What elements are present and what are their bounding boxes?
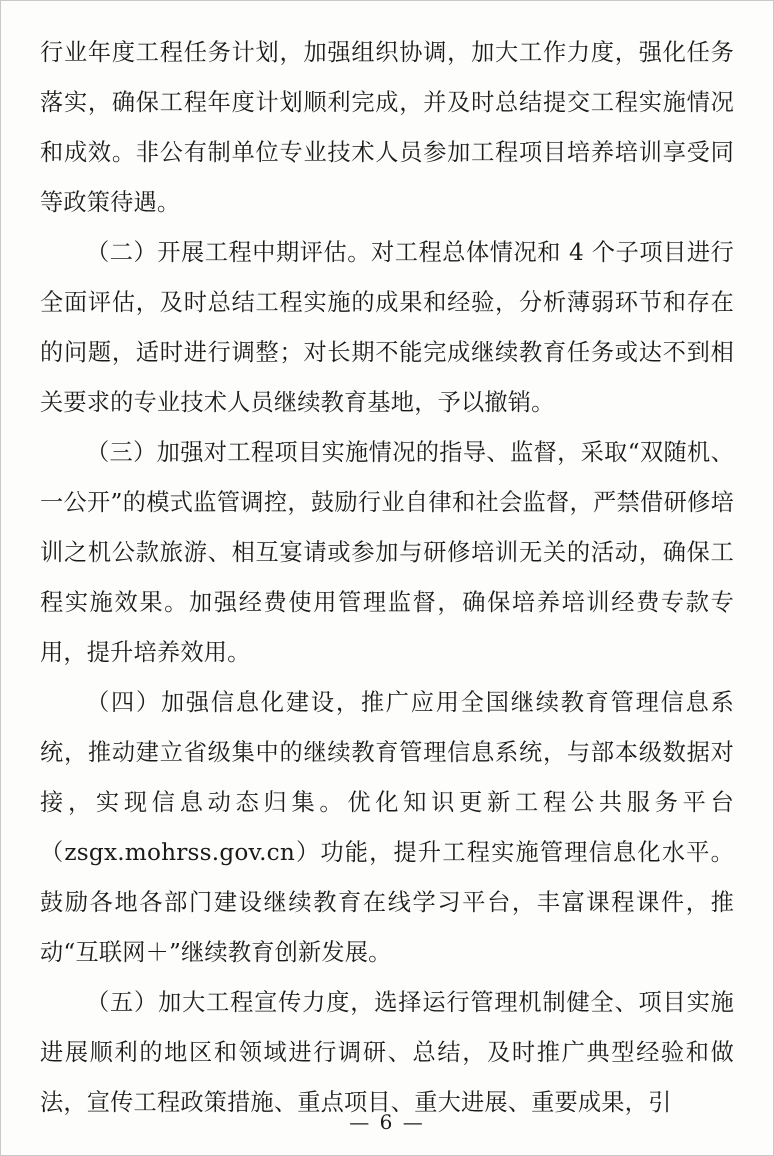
document-body	[40, 28, 734, 1128]
paragraph-continued: 行业年度工程任务计划，加强组织协调，加大工作力度，强化任务落实，确保工程年度计划顺利完成，并及时总结提交工程实施情况和成效。非公有制单位专业技术人员参加工程项目培养培训享受同等政策待遇。	[40, 39, 734, 216]
page-number: — 6 —	[349, 1110, 425, 1134]
paragraph-item-three: （三）加强对工程项目实施情况的指导、监督，采取“双随机、一公开”的模式监管调控，鼓励行业自律和社会监督，严禁借研修培训之机公款旅游、相互宴请或参加与研修培训无关的活动，确保工程实施效果。加强经费使用管理监督，确保培养培训经费专款专用，提升培养效用。	[40, 439, 734, 666]
paragraph-item-two: （二）开展工程中期评估。对工程总体情况和 4 个子项目进行全面评估，及时总结工程实施的成果和经验，分析薄弱环节和存在的问题，适时进行调整；对长期不能完成继续教育任务或达不到相关要求的专业技术人员继续教育基地，予以撤销。	[40, 239, 734, 416]
paragraph-item-five: （五）加大工程宣传力度，选择运行管理机制健全、项目实施进展顺利的地区和领域进行调研、总结，及时推广典型经验和做法，宣传工程政策措施、重点项目、重大进展、重要成果，引	[40, 989, 734, 1116]
paragraph-item-four: （四）加强信息化建设，推广应用全国继续教育管理信息系统，推动建立省级集中的继续教育管理信息系统，与部本级数据对接，实现信息动态归集。优化知识更新工程公共服务平台（zsgx.mohrss.gov.cn）功能，提升工程实施管理信息化水平。鼓励各地各部门建设继续教育在线学习平台，丰富课程课件，推动“互联网＋”继续教育创新发展。	[40, 689, 734, 966]
